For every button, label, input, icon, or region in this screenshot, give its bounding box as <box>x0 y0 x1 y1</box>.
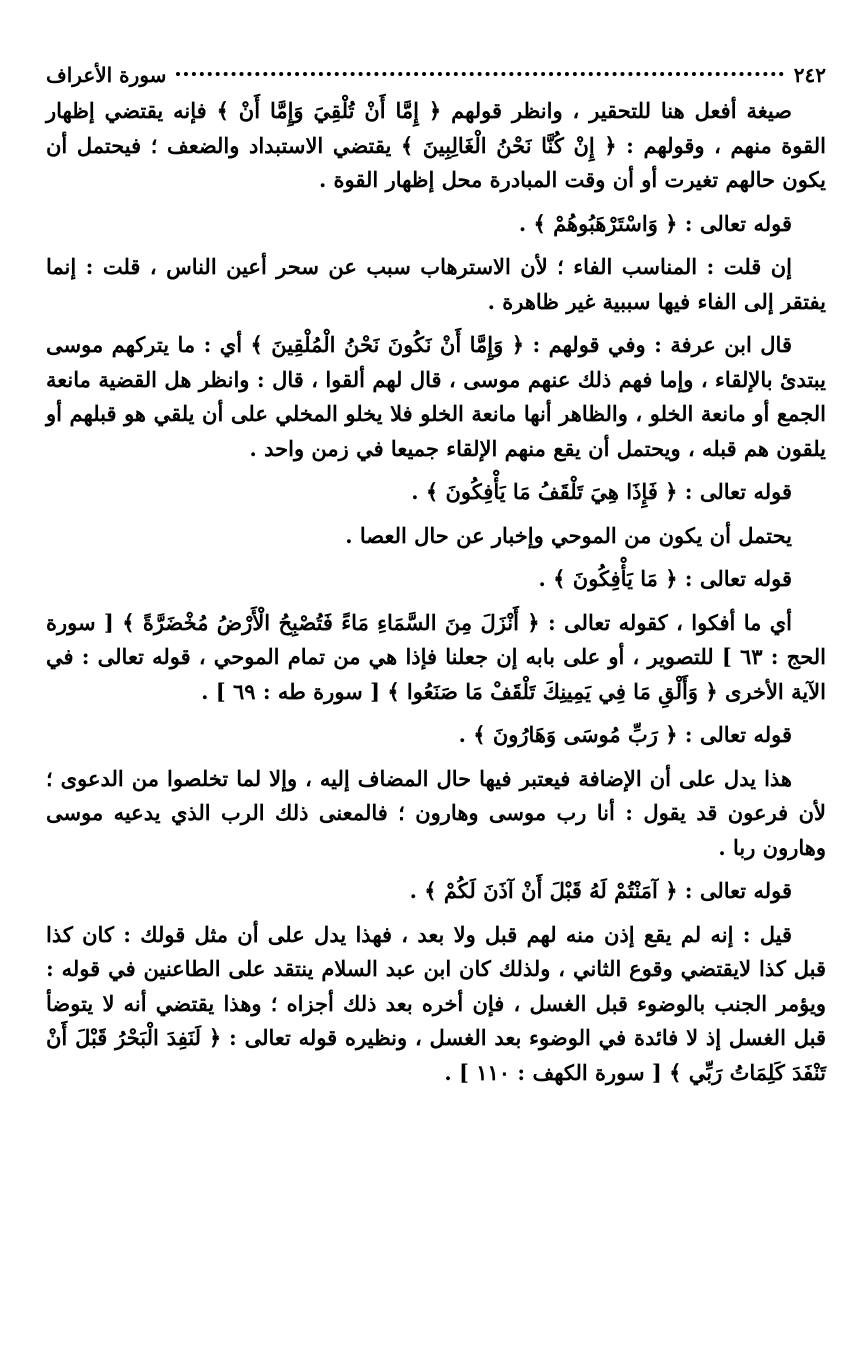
paragraph: صيغة أفعل هنا للتحقير ، وانظر قولهم ﴿ إِمَّا أَنْ تُلْقِيَ وَإِمَّا أَنْ ﴾ فإنه يقتضي إظهار القوة منهم ، وقولهم : ﴿ إِنْ كُنَّا نَحْنُ الْغَالِبِينَ ﴾ يقتضي الاستبداد والضعف ؛ فيحتمل أن يكون حالهم تغيرت أو أن وقت المبادرة محل إظهار القوة . <box>46 98 826 192</box>
header-dotted-leader <box>176 72 783 76</box>
page-body <box>46 94 826 1090</box>
paragraph: أي ما أفكوا ، كقوله تعالى : ﴿ أَنْزَلَ مِنَ السَّمَاءِ مَاءً فَتُصْبِحُ الْأَرْضُ مُخْضَرَّةً ﴾ [ سورة الحج : ٦٣ ] للتصوير ، أو على بابه إن جعلنا فإذا هي من تمام الموحي ، قوله تعالى : في الآية الأخرى ﴿ وَأَلْقِ مَا فِي يَمِينِكَ تَلْقَفْ مَا صَنَعُوا ﴾ [ سورة طه : ٦٩ ] . <box>46 609 827 704</box>
verse-heading: قوله تعالى : ﴿ فَإِذَا هِيَ تَلْقَفُ مَا يَأْفِكُونَ ﴾ . <box>411 479 792 504</box>
page-number: ٢٤٢ <box>793 63 826 87</box>
paragraph: إن قلت : المناسب الفاء ؛ لأن الاسترهاب سبب عن سحر أعين الناس ، قلت : إنما يفتقر إلى الفاء فيها سببية غير ظاهرة . <box>46 254 826 314</box>
paragraph: يحتمل أن يكون من الموحي وإخبار عن حال العصا . <box>345 522 792 548</box>
surah-title: سورة الأعراف <box>46 63 167 87</box>
paragraph: قيل : إنه لم يقع إذن منه لهم قبل ولا بعد ، فهذا يدل على أن مثل قولك : كان كذا قبل كذا لايقتضي وقوع الثاني ، ولذلك كان ابن عبد السلام ينتقد على الطاعنين في قوله : ويؤمر الجنب بالوضوء قبل الغسل ، فإن أخره بعد ذلك أجزاه ؛ وهذا يقتضي أنه لا يتوضأ قبل الغسل إذ لا فائدة في الوضوء بعد الغسل ، ونظيره قوله تعالى : ﴿ لَنَفِدَ الْبَحْرُ قَبْلَ أَنْ تَنْفَدَ كَلِمَاتُ رَبِّي ﴾ [ سورة الكهف : ١١٠ ] . <box>46 921 826 1085</box>
verse-heading: قوله تعالى : ﴿ رَبِّ مُوسَى وَهَارُونَ ﴾ . <box>458 722 792 747</box>
verse-heading: قوله تعالى : ﴿ وَاسْتَرْهَبُوهُمْ ﴾ . <box>518 210 792 236</box>
verse-heading: قوله تعالى : ﴿ آمَنْتُمْ لَهُ قَبْلَ أَنْ آذَنَ لَكُمْ ﴾ . <box>409 878 792 903</box>
page-header <box>46 62 826 94</box>
paragraph: هذا يدل على أن الإضافة فيعتبر فيها حال المضاف إليه ، وإلا لما تخلصوا من الدعوى ؛ لأن فرعون قد يقول : أنا رب موسى وهارون ؛ فالمعنى ذلك الرب الذي يدعيه موسى وهارون ربا . <box>46 765 826 860</box>
paragraph: قال ابن عرفة : وفي قولهم : ﴿ وَإِمَّا أَنْ نَكُونَ نَحْنُ الْمُلْقِينَ ﴾ أي : ما يتركهم موسى يبتدئ بالإلقاء ، وإما فهم ذلك عنهم موسى ، قال لهم ألقوا ، قال : وانظر هل القضية مانعة الجمع أو مانعة الخلو ، والظاهر أنها مانعة الخلو فلا يخلو المخلي على أن يلقي هو قبلهم أو يلقون هم قبله ، ويحتمل أن يقع منهم الإلقاء جميعا في زمن واحد . <box>46 332 826 461</box>
verse-heading: قوله تعالى : ﴿ مَا يَأْفِكُونَ ﴾ . <box>538 566 792 591</box>
